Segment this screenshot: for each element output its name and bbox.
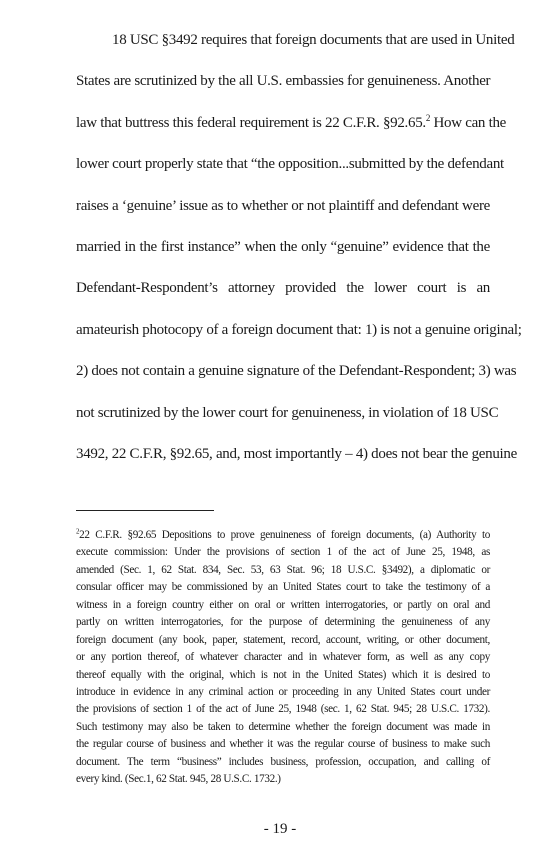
footnote-divider bbox=[76, 510, 214, 511]
footnote-line-4: consular officer may be commissioned by an United States court to take the testimony of a bbox=[76, 581, 490, 594]
body-line-10: not scrutinized by the lower court for genuineness, in violation of 18 USC bbox=[76, 404, 499, 421]
footnote-line-2: execute commission: Under the provisions of section 1 of the act of June 25, 1948, as bbox=[76, 546, 490, 559]
footnote-line-3: amended (Sec. 1, 62 Stat. 834, Sec. 53, 63 Stat. 96; 18 U.S.C. §3492), a diplomatic or bbox=[76, 563, 490, 576]
page-number: - 19 - bbox=[263, 821, 297, 837]
footnote-reference: 2 bbox=[425, 112, 431, 123]
footnote-line-15: every kind. (Sec.1, 62 Stat. 945, 28 U.S.C. 1732.) bbox=[76, 773, 281, 786]
body-line-1: 18 USC §3492 requires that foreign documents that are used in United bbox=[112, 32, 515, 48]
footnote-line-1-text: 22 C.F.R. §92.65 Depositions to prove genuineness of foreign documents, (a) Authority to bbox=[79, 529, 490, 541]
body-line-8: amateurish photocopy of a foreign document that: 1) is not a genuine original; bbox=[76, 321, 522, 338]
footnote-line-1 bbox=[76, 527, 490, 544]
footnote-marker: 2 bbox=[76, 527, 80, 536]
body-line-2: States are scrutinized by the all U.S. embassies for genuineness. Another bbox=[76, 73, 491, 90]
body-line-5: raises a ‘genuine’ issue as to whether or not plaintiff and defendant were bbox=[76, 197, 490, 214]
body-line-3 bbox=[76, 103, 507, 144]
body-text bbox=[76, 20, 522, 475]
body-line-3-text: law that buttress this federal requirement is 22 C.F.R. §92.65. bbox=[76, 114, 426, 131]
footnote bbox=[76, 527, 490, 789]
body-line-3-tail: How can the bbox=[430, 114, 507, 131]
footnote-line-11: the provisions of section 1 of the act of June 25, 1948 (sec. 1, 62 Stat. 945; 28 U.S.C. 1732). bbox=[76, 703, 490, 716]
footnote-line-10: introduce in evidence in any criminal action or proceeding in any United States court under bbox=[76, 685, 490, 698]
body-line-4: lower court properly state that “the opposition...submitted by the defendant bbox=[76, 156, 504, 173]
footnote-line-6: partly on written interrogatories, for the purpose of determining the genuineness of any bbox=[76, 616, 490, 629]
footnote-line-8: or any portion thereof, of whatever character and in whatever form, as well as any copy bbox=[76, 651, 490, 664]
footnote-line-7: foreign document (any book, paper, statement, record, account, writing, or other document, bbox=[76, 633, 490, 646]
body-line-11: 3492, 22 C.F.R, §92.65, and, most importantly – 4) does not bear the genuine bbox=[76, 445, 517, 462]
body-line-7: Defendant-Respondent’s attorney provided the lower court is an bbox=[76, 280, 490, 297]
footnote-line-14: document. The term “business” includes business, profession, occupation, and calling of bbox=[76, 755, 490, 768]
footnote-line-5: witness in a foreign country either on oral or written interrogatories, or partly on oral and bbox=[76, 598, 490, 611]
footnote-line-9: thereof equally with the original, which is not in the United States) which it is desired to bbox=[76, 668, 490, 681]
footnote-line-13: the regular course of business and whether it was the regular course of business to make such bbox=[76, 738, 490, 751]
footnote-line-12: Such testimony may also be taken to determine whether the foreign document was made in bbox=[76, 720, 490, 733]
body-line-6: married in the first instance” when the only “genuine” evidence that the bbox=[76, 238, 490, 255]
body-line-9: 2) does not contain a genuine signature of the Defendant-Respondent; 3) was bbox=[76, 363, 517, 380]
